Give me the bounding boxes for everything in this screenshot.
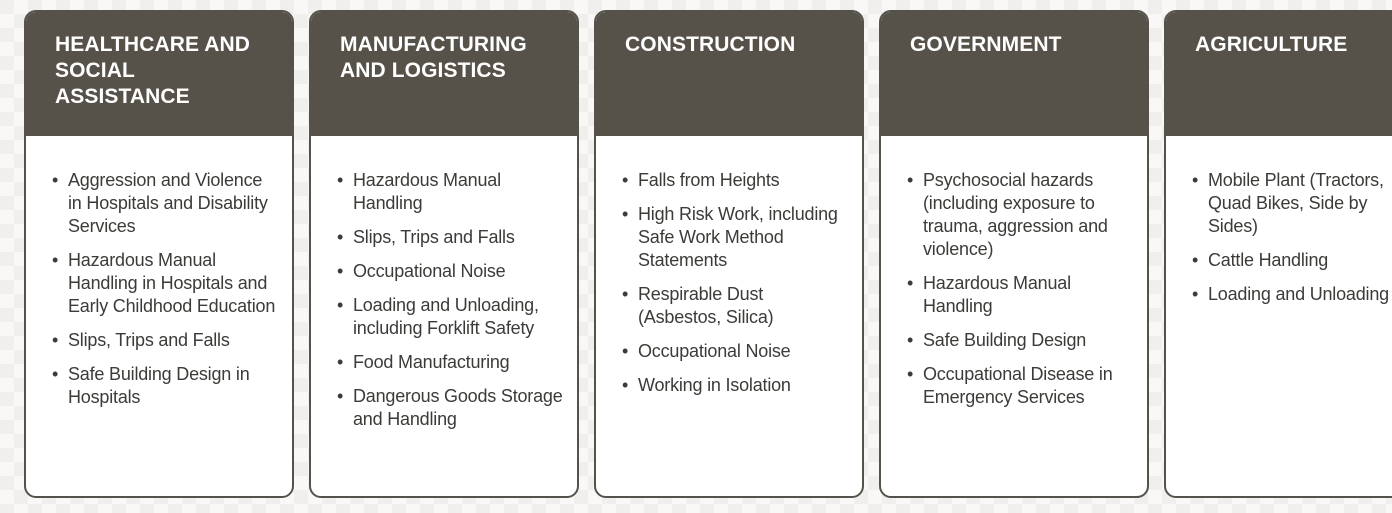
hazard-item-text: Safe Building Design xyxy=(923,330,1087,350)
hazard-item xyxy=(51,363,280,409)
card-header xyxy=(26,12,292,136)
hazard-item-text: Working in Isolation xyxy=(638,375,791,395)
bullet-icon: • xyxy=(622,204,629,224)
sector-cards xyxy=(24,10,1392,498)
hazard-item-text: Cattle Handling xyxy=(1208,250,1329,270)
bullet-icon: • xyxy=(1192,170,1199,190)
card-header xyxy=(881,12,1147,136)
hazard-item xyxy=(336,169,565,215)
bullet-icon: • xyxy=(622,375,629,395)
hazard-item xyxy=(621,374,850,397)
bullet-icon: • xyxy=(52,330,59,350)
card-title: AGRICULTURE xyxy=(1195,33,1348,56)
hazard-item-text: High Risk Work, including Safe Work Method Statements xyxy=(638,204,838,270)
card-title: HEALTHCARE AND SOCIAL ASSISTANCE xyxy=(55,33,251,108)
hazard-item-text: Dangerous Goods Storage and Handling xyxy=(353,386,563,429)
card-header xyxy=(311,12,577,136)
hazard-list xyxy=(881,136,1147,420)
bullet-icon: • xyxy=(337,170,344,190)
hazard-item-text: Aggression and Violence in Hospitals and Disability Services xyxy=(68,170,268,236)
hazard-item-text: Occupational Noise xyxy=(638,341,791,361)
bullet-icon: • xyxy=(907,170,914,190)
card-agriculture xyxy=(1164,10,1392,498)
hazard-item xyxy=(906,329,1135,352)
bullet-icon: • xyxy=(1192,250,1199,270)
hazard-item-text: Safe Building Design in Hospitals xyxy=(68,364,250,407)
hazard-item-text: Loading and Unloading xyxy=(1208,284,1389,304)
hazard-item-text: Food Manufacturing xyxy=(353,352,510,372)
card-government xyxy=(879,10,1149,498)
hazard-item xyxy=(906,363,1135,409)
card-header xyxy=(1166,12,1392,136)
hazard-item xyxy=(621,340,850,363)
hazard-list xyxy=(26,136,292,420)
card-title: CONSTRUCTION xyxy=(625,33,796,56)
hazard-item-text: Occupational Noise xyxy=(353,261,506,281)
bullet-icon: • xyxy=(907,273,914,293)
hazard-list xyxy=(1166,136,1392,317)
bullet-icon: • xyxy=(907,330,914,350)
hazard-item xyxy=(336,385,565,431)
hazard-item xyxy=(621,203,850,272)
card-healthcare xyxy=(24,10,294,498)
bullet-icon: • xyxy=(337,227,344,247)
hazard-item-text: Slips, Trips and Falls xyxy=(68,330,230,350)
bullet-icon: • xyxy=(622,341,629,361)
hazard-item xyxy=(336,351,565,374)
bullet-icon: • xyxy=(337,295,344,315)
bullet-icon: • xyxy=(1192,284,1199,304)
card-manufacturing xyxy=(309,10,579,498)
hazard-item-text: Mobile Plant (Tractors, Quad Bikes, Side by Sides) xyxy=(1208,170,1384,236)
hazard-item xyxy=(906,272,1135,318)
bullet-icon: • xyxy=(907,364,914,384)
bullet-icon: • xyxy=(622,284,629,304)
bullet-icon: • xyxy=(337,386,344,406)
hazard-item xyxy=(621,169,850,192)
card-title: GOVERNMENT xyxy=(910,33,1062,56)
hazard-item-text: Occupational Disease in Emergency Services xyxy=(923,364,1113,407)
hazard-item xyxy=(336,294,565,340)
bullet-icon: • xyxy=(622,170,629,190)
hazard-item-text: Hazardous Manual Handling xyxy=(923,273,1071,316)
card-header xyxy=(596,12,862,136)
hazard-item-text: Respirable Dust (Asbestos, Silica) xyxy=(638,284,774,327)
bullet-icon: • xyxy=(52,364,59,384)
hazard-item xyxy=(336,260,565,283)
hazard-item xyxy=(1191,169,1392,238)
hazard-item-text: Hazardous Manual Handling in Hospitals and Early Childhood Education xyxy=(68,250,276,316)
hazard-item xyxy=(51,249,280,318)
card-construction xyxy=(594,10,864,498)
hazard-item-text: Slips, Trips and Falls xyxy=(353,227,515,247)
hazard-item xyxy=(621,283,850,329)
card-title: MANUFACTURING AND LOGISTICS xyxy=(340,33,527,82)
hazard-item xyxy=(1191,249,1392,272)
bullet-icon: • xyxy=(52,250,59,270)
hazard-item xyxy=(336,226,565,249)
hazard-item-text: Psychosocial hazards (including exposure to trauma, aggression and violence) xyxy=(923,170,1108,259)
bullet-icon: • xyxy=(52,170,59,190)
hazard-item xyxy=(51,329,280,352)
bullet-icon: • xyxy=(337,261,344,281)
hazard-item xyxy=(51,169,280,238)
hazard-item-text: Loading and Unloading, including Forklift Safety xyxy=(353,295,539,338)
hazard-item xyxy=(906,169,1135,261)
bullet-icon: • xyxy=(337,352,344,372)
hazard-list xyxy=(596,136,862,408)
hazard-list xyxy=(311,136,577,442)
hazard-item-text: Falls from Heights xyxy=(638,170,780,190)
hazard-item-text: Hazardous Manual Handling xyxy=(353,170,501,213)
hazard-item xyxy=(1191,283,1392,306)
